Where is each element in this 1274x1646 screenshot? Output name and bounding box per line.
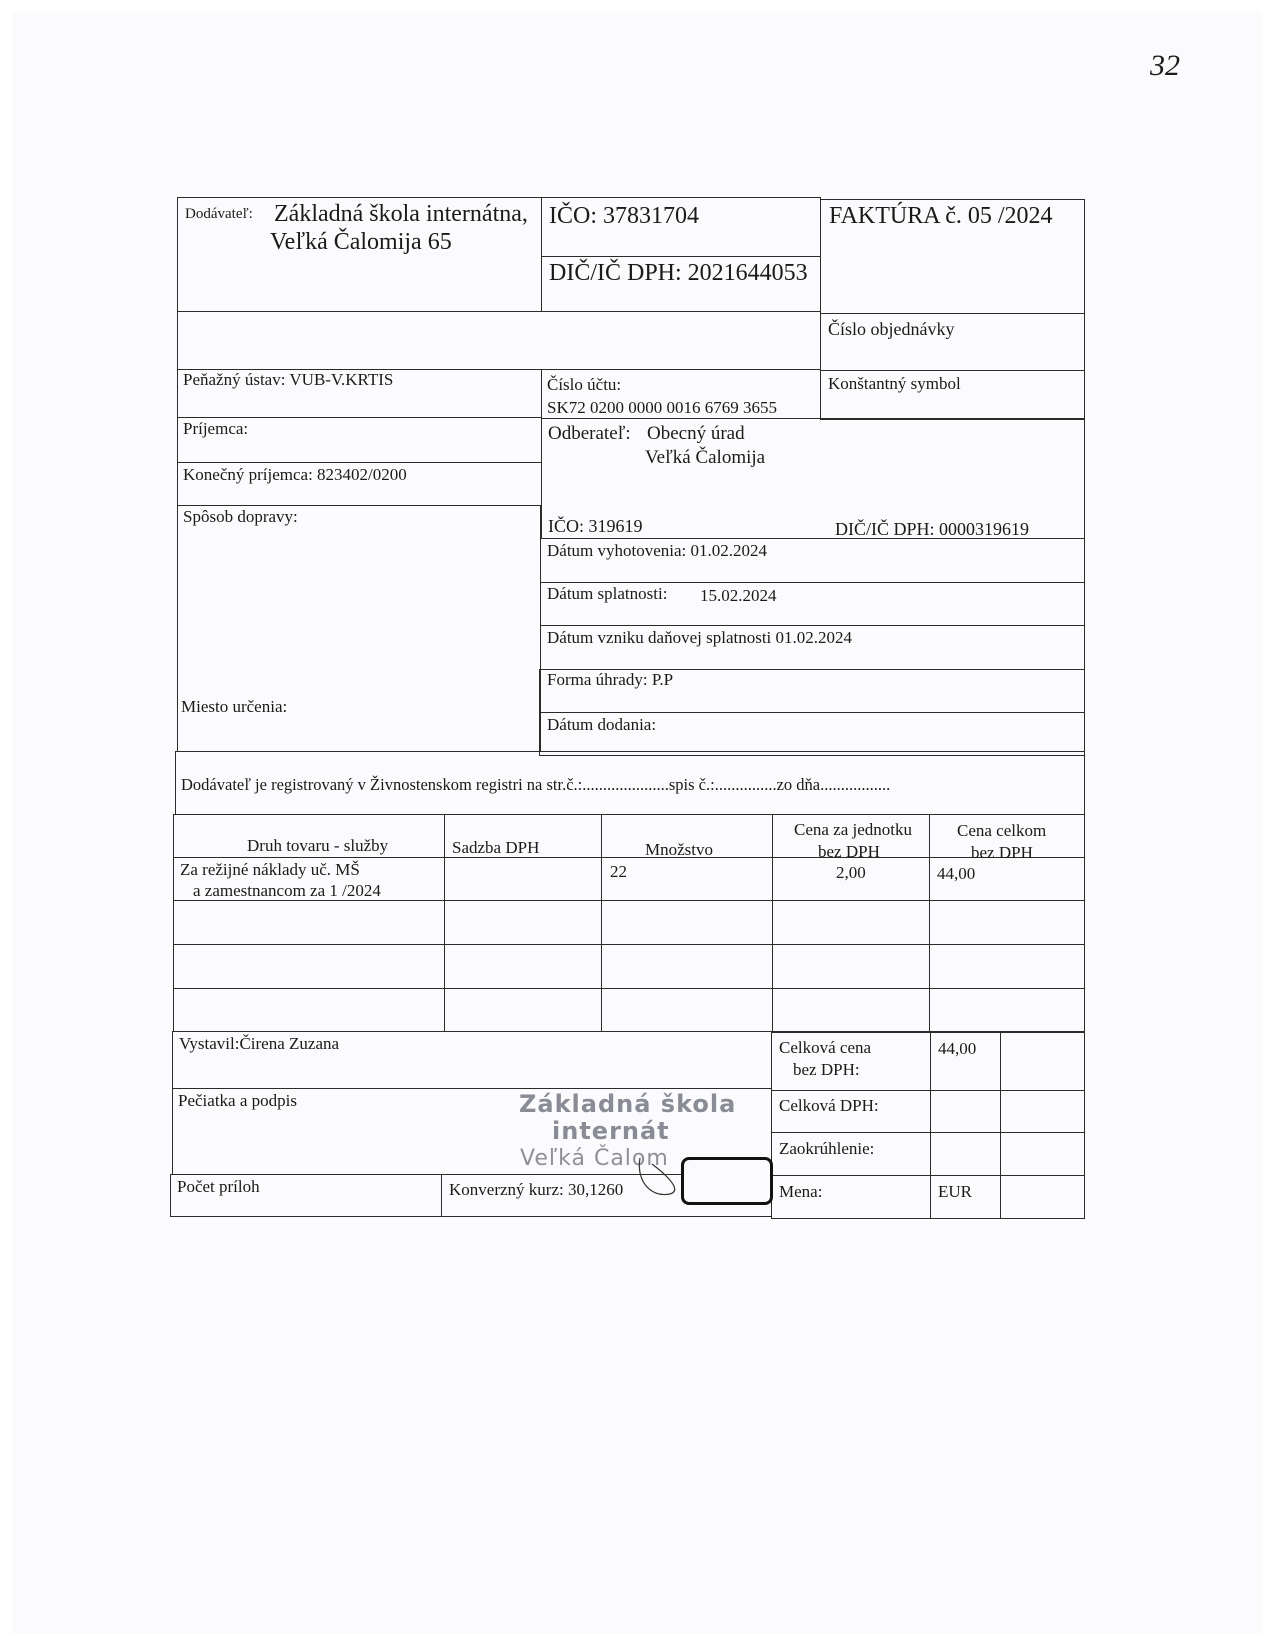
customer-dic: DIČ/IČ DPH: 0000319619 [835,519,1030,539]
col-divider-2 [601,814,602,1032]
empty-row-box [177,311,821,370]
header-unit-price-l1: Cena za jednotku [794,820,913,839]
transport-label: Spôsob dopravy: [183,507,298,526]
row-divider-3 [173,944,1085,945]
header-vat-rate: Sadzba DPH [452,838,540,857]
school-stamp-line3: Veľká Čalom [520,1146,669,1171]
date-issued: Dátum vyhotovenia: 01.02.2024 [547,541,768,560]
row1-unit-price: 2,00 [836,863,866,882]
customer-ico: IČO: 319619 [548,516,643,536]
row-divider-4 [173,988,1085,989]
customer-label: Odberateľ: [548,423,631,444]
supplier-name-line2: Veľká Čalomija 65 [270,229,452,255]
conversion-rate: Konverzný kurz: 30,1260 [449,1180,624,1199]
redaction-box [681,1157,773,1205]
date-due-label: Dátum splatnosti: [547,584,668,603]
delivery-date-label: Dátum dodania: [547,715,657,734]
supplier-ico: IČO: 37831704 [549,203,699,229]
row1-quantity: 22 [610,862,627,881]
registry-note: Dodávateľ je registrovaný v Živnostenskom registri na str.č.:.....................spis č.:...............zo dňa................. [181,775,891,794]
date-due-value: 15.02.2024 [700,586,777,605]
col-divider-1 [444,814,445,1032]
summary-col-divider-1 [930,1032,931,1219]
issued-by: Vystavil:Čirena Zuzana [179,1034,340,1053]
col-divider-3 [772,814,773,1032]
header-total-l1: Cena celkom [957,821,1047,840]
summary-currency-label: Mena: [779,1182,823,1201]
row1-goods-l1: Za režijné náklady uč. MŠ [180,860,360,879]
header-goods: Druh tovaru - služby [247,836,389,855]
constant-symbol-label: Konštantný symbol [828,374,961,393]
summary-total-label-l2: bez DPH: [793,1060,860,1079]
account-number: SK72 0200 0000 0016 6769 3655 [547,398,777,417]
row1-goods-l2: a zamestnancom za 1 /2024 [193,881,381,900]
destination-label: Miesto určenia: [181,697,288,716]
payment-form: Forma úhrady: P.P [547,670,674,689]
summary-currency-value: EUR [938,1182,972,1201]
school-stamp-line2: internát [552,1117,670,1145]
tax-point-date: Dátum vzniku daňovej splatnosti 01.02.2024 [547,628,853,647]
summary-vat-label: Celková DPH: [779,1096,879,1115]
supplier-dic: DIČ/IČ DPH: 2021644053 [549,260,808,286]
bank-label: Peňažný ústav: VUB-V.KRTIS [183,370,394,389]
header-total-l2: bez DPH [971,843,1033,862]
attachments-label: Počet príloh [177,1177,260,1196]
summary-col-divider-2 [1000,1032,1001,1219]
row-divider-1 [173,857,1085,858]
supplier-label: Dodávateľ: [185,206,253,222]
invoice-title: FAKTÚRA č. 05 /2024 [829,203,1053,229]
school-stamp-line1: Základná škola [519,1090,737,1118]
col-divider-4 [929,814,930,1032]
handwritten-page-number: 32 [1150,49,1180,82]
recipient-label: Príjemca: [183,419,249,438]
supplier-name-line1: Základná škola internátna, [274,201,528,227]
header-quantity: Množstvo [645,840,713,859]
order-number-label: Číslo objednávky [828,319,955,339]
summary-rounding-label: Zaokrúhlenie: [779,1139,875,1158]
row1-total: 44,00 [937,864,976,883]
stamp-sign-label: Pečiatka a podpis [178,1091,297,1110]
summary-total-value: 44,00 [938,1039,977,1058]
customer-name-line1: Obecný úrad [647,423,745,444]
header-unit-price-l2: bez DPH [818,842,880,861]
customer-name-line2: Veľká Čalomija [645,447,766,468]
final-recipient: Konečný príjemca: 823402/0200 [183,465,407,484]
summary-total-label-l1: Celková cena [779,1038,872,1057]
account-label: Číslo účtu: [547,375,622,394]
